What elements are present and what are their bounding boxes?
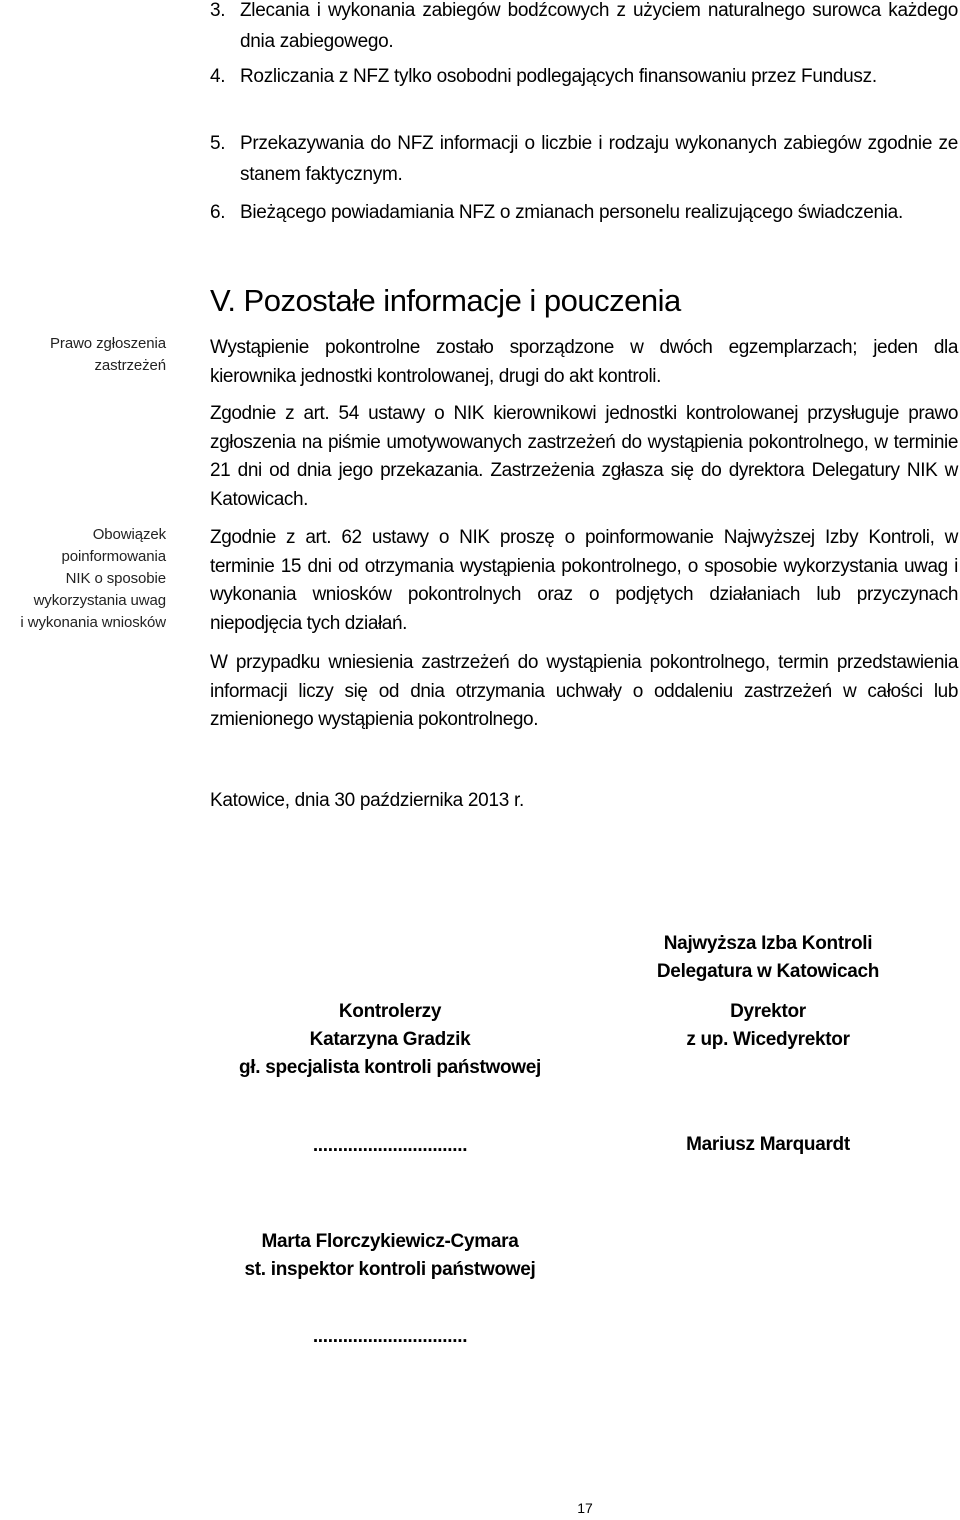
inspector-signature-line: ............................... (312, 1135, 468, 1156)
list-item-3 (210, 0, 958, 57)
inspector-role: st. inspektor kontroli państwowej (244, 1259, 536, 1280)
inspector-name: Marta Florczykiewicz-Cymara (261, 1231, 519, 1252)
page-number: 17 (577, 1500, 593, 1516)
list-item-number: 3. (210, 0, 226, 21)
margin-note-line: wykorzystania uwag (33, 592, 166, 609)
list-item-text: Rozliczania z NFZ tylko osobodni podlegających finansowaniu przez Fundusz. (240, 66, 877, 87)
list-item-6 (210, 197, 958, 228)
director-block (600, 998, 936, 1054)
margin-note-objections (0, 333, 166, 377)
director-title: Dyrektor (730, 1001, 806, 1022)
inspectors-block (180, 998, 600, 1082)
margin-note-line: Obowiązek (92, 526, 166, 543)
margin-note-line: i wykonania wniosków (20, 614, 166, 631)
director-name: Mariusz Marquardt (686, 1134, 850, 1155)
inspectors-title: Kontrolerzy (338, 1001, 442, 1022)
list-item-text: Przekazywania do NFZ informacji o liczbie i rodzaju wykonanych zabiegów zgodnie ze stanem faktycznym. (240, 133, 958, 185)
director-subtitle: z up. Wicedyrektor (686, 1029, 850, 1050)
institution-branch: Delegatura w Katowicach (656, 961, 880, 982)
margin-note-line: NIK o sposobie (65, 570, 166, 587)
margin-note-line: Prawo zgłoszenia (50, 335, 166, 352)
institution-name: Najwyższa Izba Kontroli (663, 933, 873, 954)
inspector-2-signature-line: ............................... (312, 1326, 468, 1347)
paragraph-deadline: W przypadku wniesienia zastrzeżeń do wystąpienia pokontrolnego, termin przedstawienia informacji liczy się od dnia otrzymania uchwały o oddaleniu zastrzeżeń w całości lub zmienionego wystąpienia pokontrolnego. (210, 652, 958, 730)
list-item-number: 4. (210, 66, 226, 87)
section-heading: V. Pozostałe informacje i pouczenia (210, 283, 681, 318)
paragraph-information: Zgodnie z art. 62 ustawy o NIK proszę o poinformowanie Najwyższej Izby Kontroli, w terminie 15 dni od otrzymania wystąpienia pokontrolnego, o sposobie wykorzystania uwag i wykonania wniosków pokontrolnych oraz o podjętych działaniach lub przyczynach niepodjęcia tych działań. (210, 527, 958, 634)
list-item-number: 5. (210, 133, 226, 154)
inspector-role: gł. specjalista kontroli państwowej (238, 1057, 542, 1078)
margin-note-line: zastrzeżeń (94, 357, 166, 374)
list-item-text: Zlecania i wykonania zabiegów bodźcowych z użyciem naturalnego surowca każdego dnia zabiegowego. (240, 0, 958, 52)
margin-note-information-duty (0, 524, 166, 634)
inspector-2-block (180, 1228, 600, 1284)
margin-note-line: poinformowania (61, 548, 166, 565)
date-place: Katowice, dnia 30 października 2013 r. (210, 790, 524, 811)
list-item-4 (210, 61, 958, 92)
list-item-number: 6. (210, 202, 226, 223)
inspector-name: Katarzyna Gradzik (309, 1029, 471, 1050)
paragraph-objections: Zgodnie z art. 54 ustawy o NIK kierownikowi jednostki kontrolowanej przysługuje prawo zgłoszenia na piśmie umotywowanych zastrzeżeń do wystąpienia pokontrolnego, w terminie 21 dni od dnia jego przekazania. Zastrzeżenia zgłasza się do dyrektora Delegatury NIK w Katowicach. (210, 403, 958, 510)
institution-block (600, 930, 936, 986)
paragraph-copies: Wystąpienie pokontrolne zostało sporządzone w dwóch egzemplarzach; jeden dla kierownika jednostki kontrolowanej, drugi do akt kontroli. (210, 337, 958, 387)
list-item-5 (210, 128, 958, 190)
list-item-text: Bieżącego powiadamiania NFZ o zmianach personelu realizującego świadczenia. (240, 202, 903, 223)
